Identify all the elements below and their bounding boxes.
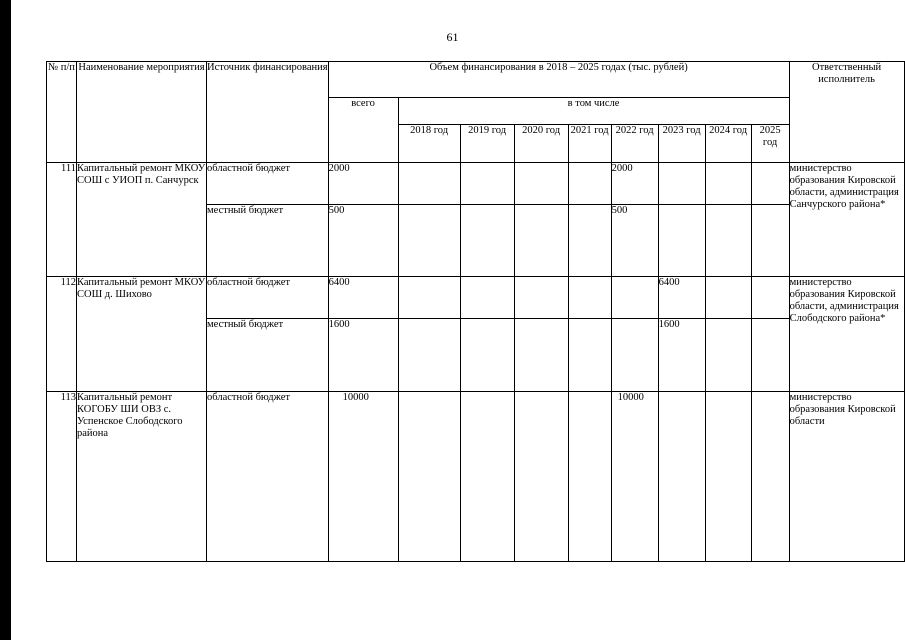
year-cell: 6400: [658, 277, 705, 319]
year-cell: [611, 277, 658, 319]
source-cell: местный бюджет: [207, 205, 329, 277]
year-cell: [751, 392, 789, 562]
table-row: [47, 277, 905, 319]
row-number: 112: [47, 277, 77, 392]
row-number: 111: [47, 163, 77, 277]
year-cell: [568, 392, 611, 562]
year-cell: [398, 319, 460, 392]
year-cell: [514, 277, 568, 319]
year-cell: [658, 392, 705, 562]
year-cell: [611, 319, 658, 392]
year-cell: [460, 205, 514, 277]
year-cell: 2000: [611, 163, 658, 205]
header-volume: Объем финансирования в 2018 – 2025 годах (тыс. рублей): [328, 62, 789, 98]
year-cell: [658, 163, 705, 205]
year-cell: [751, 163, 789, 205]
page-number: 61: [446, 30, 459, 44]
total-cell: 1600: [328, 319, 398, 392]
row-number: 113: [47, 392, 77, 562]
table-row: [47, 163, 905, 205]
year-cell: [751, 205, 789, 277]
source-cell: областной бюджет: [207, 163, 329, 205]
year-cell: 500: [611, 205, 658, 277]
year-cell: [514, 205, 568, 277]
header-total: всего: [328, 98, 398, 163]
header-name: Наименование мероприятия: [77, 62, 207, 163]
year-cell: [460, 392, 514, 562]
year-cell: 1600: [658, 319, 705, 392]
year-cell: [568, 163, 611, 205]
header-year-2022: 2022 год: [611, 125, 658, 163]
year-cell: [460, 277, 514, 319]
header-year-2024: 2024 год: [705, 125, 751, 163]
header-year-2023: 2023 год: [658, 125, 705, 163]
year-cell: [705, 319, 751, 392]
year-cell: [705, 205, 751, 277]
year-cell: [705, 163, 751, 205]
total-cell: 10000: [328, 392, 398, 562]
financing-table: [46, 61, 905, 562]
year-cell: [460, 163, 514, 205]
total-cell: 6400: [328, 277, 398, 319]
row-name: Капитальный ремонт МКОУ СОШ с УИОП п. Санчурск: [77, 163, 207, 277]
header-num: № п/п: [47, 62, 77, 163]
year-cell: [398, 277, 460, 319]
header-year-2020: 2020 год: [514, 125, 568, 163]
source-cell: областной бюджет: [207, 277, 329, 319]
responsible-cell: министерство образования Кировской области, администрация Слободского района*: [789, 277, 904, 392]
header-year-2018: 2018 год: [398, 125, 460, 163]
year-cell: [398, 163, 460, 205]
year-cell: [460, 319, 514, 392]
responsible-cell: министерство образования Кировской области: [789, 392, 904, 562]
row-name: Капитальный ремонт КОГОБУ ШИ ОВЗ с. Успенское Слободского района: [77, 392, 207, 562]
scan-edge-bar: [0, 0, 11, 640]
header-including: в том числе: [398, 98, 789, 125]
year-cell: [658, 205, 705, 277]
year-cell: [705, 277, 751, 319]
responsible-cell: министерство образования Кировской области, администрация Санчурского района*: [789, 163, 904, 277]
year-cell: [398, 205, 460, 277]
source-cell: областной бюджет: [207, 392, 329, 562]
year-cell: [705, 392, 751, 562]
year-cell: [568, 277, 611, 319]
year-cell: [514, 319, 568, 392]
year-cell: [751, 277, 789, 319]
year-cell: [514, 163, 568, 205]
source-cell: местный бюджет: [207, 319, 329, 392]
header-year-2021: 2021 год: [568, 125, 611, 163]
total-cell: 2000: [328, 163, 398, 205]
header-source: Источник финансирования: [207, 62, 329, 163]
year-cell: 10000: [611, 392, 658, 562]
header-year-2019: 2019 год: [460, 125, 514, 163]
header-year-2025: 2025 год: [751, 125, 789, 163]
year-cell: [398, 392, 460, 562]
year-cell: [514, 392, 568, 562]
year-cell: [568, 205, 611, 277]
row-name: Капитальный ремонт МКОУ СОШ д. Шихово: [77, 277, 207, 392]
total-cell: 500: [328, 205, 398, 277]
table-row: [47, 392, 905, 562]
year-cell: [751, 319, 789, 392]
year-cell: [568, 319, 611, 392]
header-responsible: Ответственный исполнитель: [789, 62, 904, 163]
